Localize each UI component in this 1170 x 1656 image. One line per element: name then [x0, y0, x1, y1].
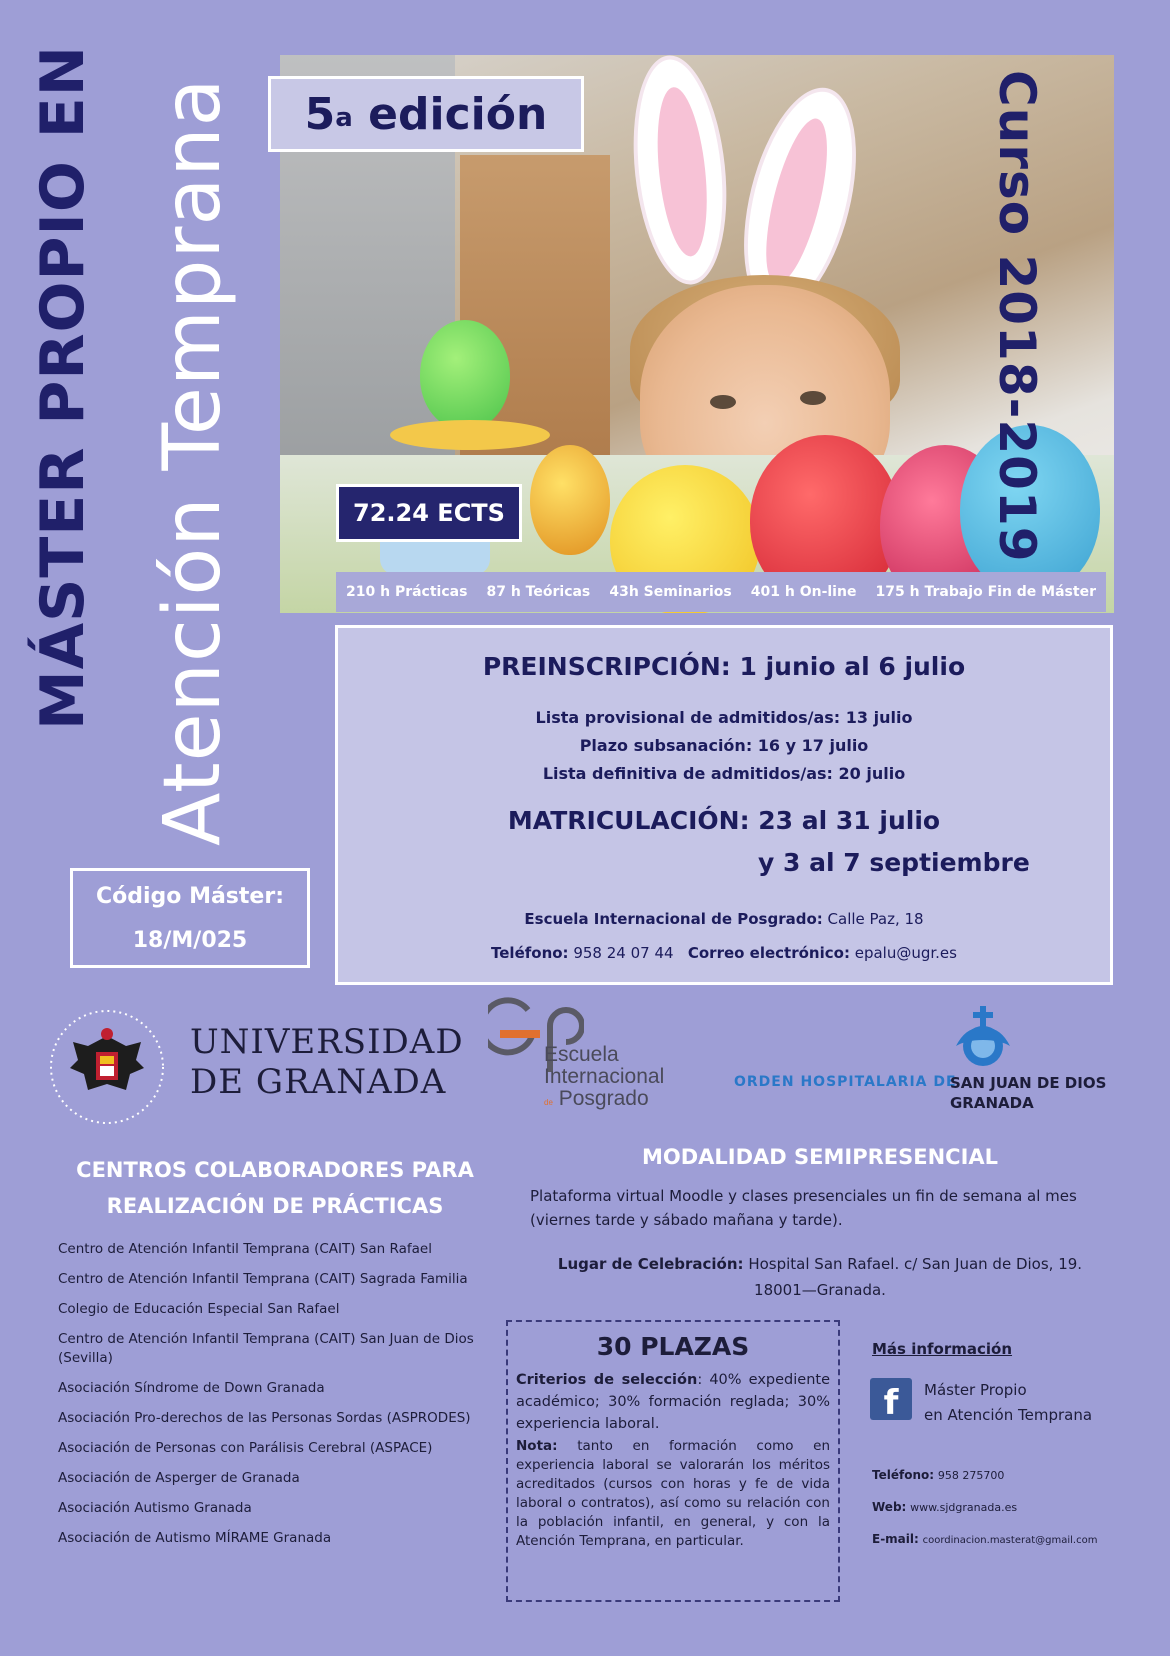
list-item: Colegio de Educación Especial San Rafael	[58, 1301, 340, 1317]
hours-item: 43h Seminarios	[609, 584, 732, 600]
lugar-city: 18001—Granada.	[754, 1281, 886, 1299]
ohsjd-line2b: GRANADA	[950, 1094, 1034, 1112]
nota-label: Nota:	[516, 1438, 558, 1454]
list-item: Asociación de Autismo MÍRAME Granada	[58, 1530, 332, 1546]
escuela-label: Escuela Internacional de Posgrado:	[524, 910, 823, 928]
facebook-icon[interactable]: f	[870, 1378, 912, 1420]
centros-title-line2: REALIZACIÓN DE PRÁCTICAS	[106, 1194, 444, 1218]
ugr-line2: DE GRANADA	[190, 1062, 447, 1102]
hours-strip	[336, 572, 1106, 612]
criterios-value: : 40% expediente académico; 30% formación reglada; 30% experiencia laboral.	[516, 1372, 831, 1432]
plazas-box	[506, 1320, 840, 1602]
facebook-page-link[interactable]	[924, 1378, 1092, 1428]
contact-line	[338, 944, 1110, 962]
plazas-nota	[516, 1437, 830, 1551]
list-item: Asociación Síndrome de Down Granada	[58, 1380, 325, 1396]
edition-word: edición	[368, 88, 548, 140]
eip-line3: Posgrado	[558, 1087, 649, 1110]
ugr-line1: UNIVERSIDAD	[190, 1022, 464, 1062]
fb-line2: en Atención Temprana	[924, 1406, 1093, 1424]
ohsjd-line2a: SAN JUAN DE DIOS	[950, 1074, 1107, 1092]
mi-tel-label: Teléfono:	[872, 1468, 935, 1482]
eip-line1: Escuela	[544, 1043, 619, 1066]
ohsjd-line1: ORDEN HOSPITALARIA DE	[734, 1074, 957, 1090]
ugr-seal-icon	[48, 1008, 166, 1126]
hours-item: 210 h Prácticas	[346, 584, 468, 600]
ohsjd-logo-icon	[948, 1006, 1018, 1070]
info-line: Lista provisional de admitidos/as: 13 julio	[535, 708, 913, 727]
hours-item: 401 h On-line	[750, 584, 857, 600]
list-item: Centro de Atención Infantil Temprana (CAIT) Sagrada Familia	[58, 1271, 468, 1287]
codigo-master-box	[70, 868, 310, 968]
telefono-label: Teléfono:	[491, 944, 569, 962]
matriculacion-heading: MATRICULACIÓN: 23 al 31 julio	[507, 806, 941, 835]
curso-label: Curso 2018-2019	[988, 70, 1046, 563]
fb-line1: Máster Propio	[924, 1381, 1027, 1399]
mas-info-email	[872, 1532, 1097, 1546]
info-line: Plazo subsanación: 16 y 17 julio	[579, 736, 869, 755]
telefono-value: 958 24 07 44	[573, 944, 674, 962]
list-item: Asociación de Personas con Parálisis Cerebral (ASPACE)	[58, 1440, 433, 1456]
info-line: Lista definitiva de admitidos/as: 20 julio	[542, 764, 906, 783]
hours-item: 175 h Trabajo Fin de Máster	[875, 584, 1096, 600]
lugar-value: Hospital San Rafael. c/ San Juan de Dios, 19.	[748, 1255, 1083, 1273]
list-item: Centro de Atención Infantil Temprana (CAIT) San Rafael	[58, 1241, 432, 1257]
info-box	[335, 625, 1113, 985]
ugr-logo-text	[190, 1022, 464, 1102]
mas-info-telefono	[872, 1468, 1004, 1482]
list-item: Asociación Autismo Granada	[58, 1500, 252, 1516]
codigo-label: Código Máster:	[96, 884, 284, 909]
hours-item: 87 h Teóricas	[486, 584, 591, 600]
eip-logo-text	[544, 1044, 664, 1114]
escuela-value: Calle Paz, 18	[827, 910, 924, 928]
centros-list	[58, 1240, 498, 1559]
list-item: Asociación de Asperger de Granada	[58, 1470, 300, 1486]
escuela-address	[338, 910, 1110, 928]
correo-label: Correo electrónico:	[687, 944, 850, 962]
nota-value: tanto en formación como en experiencia laboral se valorarán los méritos acreditados (cursos con horas y fe de vida laboral o contratos), así como su relación con la población infantil, en general, y con la Atención Temprana, en particular.	[516, 1438, 830, 1549]
list-item: Centro de Atención Infantil Temprana (CAIT) San Juan de Dios (Sevilla)	[58, 1331, 474, 1366]
mas-info-link[interactable]: Más información	[872, 1340, 1013, 1358]
title-line1: MÁSTER PROPIO EN	[28, 45, 98, 730]
mi-email-label: E-mail:	[872, 1532, 919, 1546]
lugar-celebracion	[530, 1251, 1110, 1303]
plazas-title: 30 PLAZAS	[596, 1332, 750, 1361]
preinscripcion-heading: PREINSCRIPCIÓN: 1 junio al 6 julio	[482, 652, 966, 681]
mas-info-web	[872, 1500, 1017, 1514]
plazas-criterios	[516, 1369, 830, 1435]
criterios-label: Criterios de selección	[516, 1372, 698, 1388]
title-line2: Atención Temprana	[148, 77, 238, 846]
modalidad-title: MODALIDAD SEMIPRESENCIAL	[641, 1145, 999, 1169]
edition-number: 5	[304, 88, 336, 140]
ects-badge: 72.24 ECTS	[336, 484, 522, 542]
matriculacion-heading-2: y 3 al 7 septiembre	[758, 848, 1030, 877]
centros-title	[50, 1152, 500, 1224]
edition-sup: a	[335, 103, 353, 133]
correo-value[interactable]: epalu@ugr.es	[854, 944, 957, 962]
edition-badge	[268, 76, 584, 152]
eip-line2: Internacional	[544, 1065, 665, 1088]
list-item: Asociación Pro-derechos de las Personas Sordas (ASPRODES)	[58, 1410, 471, 1426]
mi-web-label: Web:	[872, 1500, 907, 1514]
mi-email-value[interactable]: coordinacion.masterat@gmail.com	[922, 1535, 1098, 1546]
mi-tel-value: 958 275700	[937, 1469, 1005, 1482]
modalidad-text: Plataforma virtual Moodle y clases presenciales un fin de semana al mes (viernes tarde y sábado mañana y tarde).	[530, 1187, 1077, 1229]
codigo-value: 18/M/025	[132, 928, 248, 953]
lugar-label: Lugar de Celebración:	[557, 1255, 744, 1273]
mi-web-value[interactable]: www.sjdgranada.es	[910, 1501, 1018, 1514]
eip-de: de	[544, 1098, 553, 1107]
ohsjd-line2	[950, 1073, 1106, 1113]
centros-title-line1: CENTROS COLABORADORES PARA	[76, 1158, 474, 1182]
